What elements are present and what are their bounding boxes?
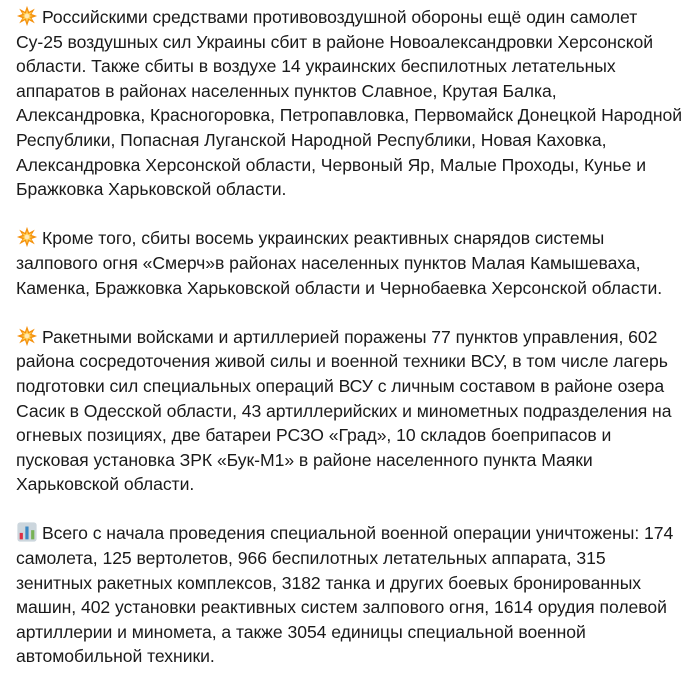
collision-icon bbox=[16, 325, 38, 347]
paragraph-text: Ракетными войсками и артиллерией поражены 77 пунктов управления, 602 района сосредоточения живой силы и военной техники ВСУ, в том числе лагерь подготовки сил специальных операций ВСУ с личным составом в районе озера Сасик в Одесской области, 43 артиллерийских и минометных подразделения на огневых позициях, две батареи РСЗО «Град», 10 складов боеприпасов и пусковая установка ЗРК «Бук-М1» в районе населенного пункта Маяки Харьковской области. bbox=[16, 326, 672, 495]
paragraph-mlrs-rockets bbox=[16, 226, 684, 300]
collision-icon bbox=[16, 5, 38, 27]
paragraph-text: Российскими средствами противовоздушной обороны ещё один самолет Су-25 воздушных сил Украины сбит в районе Новоалександровки Херсонской области. Также сбиты в воздухе 14 украинских беспилотных летательных аппаратов в районах населенных пунктов Славное, Крутая Балка, Александровка, Красногоровка, Петропавловка, Первомайск Донецкой Народной Республики, Попасная Луганской Народной Республики, Новая Каховка, Александровка Херсонской области, Червоный Яр, Малые Проходы, Кунье и Бражковка Харьковской области. bbox=[16, 7, 682, 200]
bar-chart-icon bbox=[16, 521, 38, 543]
paragraph-air-defense bbox=[16, 5, 684, 202]
paragraph-totals bbox=[16, 521, 684, 669]
paragraph-text: Кроме того, сбиты восемь украинских реактивных снарядов системы залпового огня «Смерч»в районах населенных пунктов Малая Камышеваха, Каменка, Бражковка Харьковской области и Чернобаевка Херсонской области. bbox=[16, 228, 663, 298]
paragraph-artillery bbox=[16, 325, 684, 497]
message-post bbox=[16, 5, 684, 694]
paragraph-text: Всего с начала проведения специальной военной операции уничтожены: 174 самолета, 125 вертолетов, 966 беспилотных летательных аппарата, 315 зенитных ракетных комплексов, 3182 танка и других боевых бронированных машин, 402 установки реактивных систем залпового огня, 1614 орудия полевой артиллерии и миномета, а также 3054 единицы специальной военной автомобильной техники. bbox=[16, 523, 674, 667]
collision-icon bbox=[16, 226, 38, 248]
